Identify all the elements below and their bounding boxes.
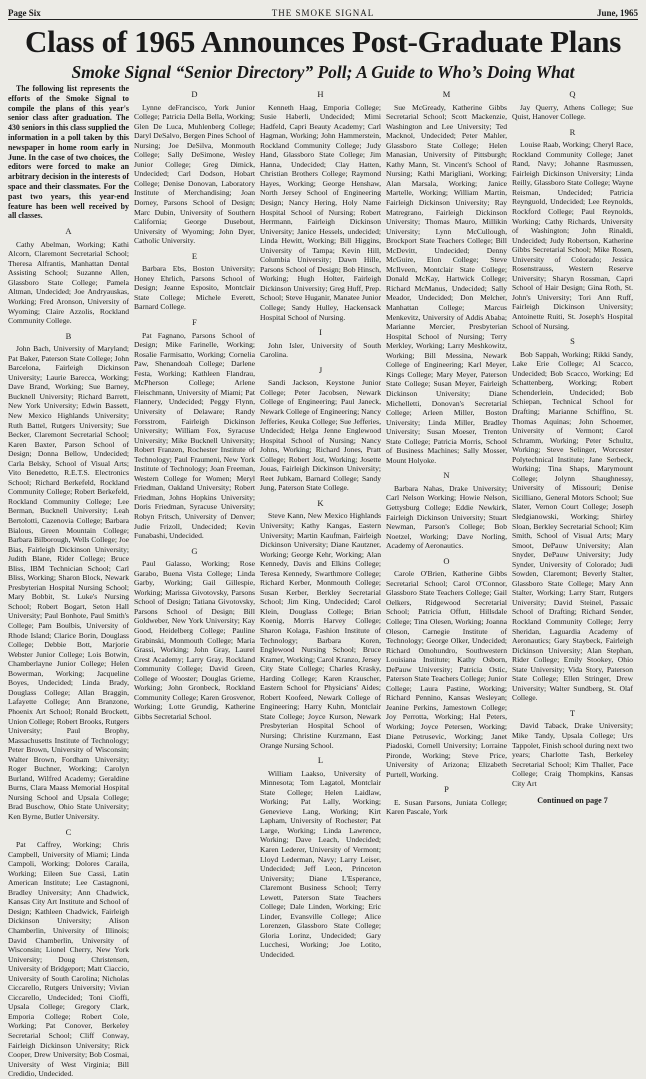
section-letter-g: G [191, 545, 198, 556]
section-letter-l: L [317, 755, 324, 766]
section-s-text: Bob Sappah, Working; Rikki Sandy, Lake Erie College; Al Scacco, Undecided; Bob Scacco, Working; Ed Schattenberg, Working; Robert Schenderlein, Undecided; Bob Schiepan, Technical School for Drafting; Marianne Schiffino, St. Thomas Aquinas; John Schoemer, University of Vermont; Carol Schramm, Working; Peter Schultz, Working; Steve Selinger, Worcester Polytechnical Institute; Jane Serbeck, Working; Tina Shaps, Marymount College; Jolynn Shaughnessy, University of Missouri; Denise Sicilliano, General Motors School; Sue Slater, Vernon Court College; Joseph Sledgianowski, Working; Shirley Sloan, Berkley Secretarial School; Kim Smith, School of Visual Arts; Mary Smoot, DePauw University; Alan Snyder, DePauw University; Judy Synder, University of Colorado; Judi Sowden, Claremont; Beverly Stalter, Glassboro State College; Mary Ann Stalter, Working; Larry Starr, Rutgers University; David Steinel, Passaic School of Drafting; Richard Sender, Rockland Community College; Jerry Sheridan, Laguardia Academy of Aeronautics; Gary Staybeck, Fairleigh Dickinson University; Alan Stephan, Rider College; Emily Stookey, Ohio State University; Vida Story, Paterson State College; Ellen Stringer, Drew University; Walter Sundberg, St. Olaf College. [512, 349, 633, 703]
section-letter-i: I [319, 327, 322, 338]
section-n-text: Barbara Nahas, Drake University; Carl Nelson Working; Howie Nelson, Gettysburg College; Eddie Newkirk, Fairleigh Dickinson University; Stuart Newman, Parson's College; Bob Noetzel, Working; Dave Norling, Academy of Aeronautics. [386, 483, 507, 551]
section-letter-h: H [317, 89, 324, 99]
headline: Class of 1965 Announces Post-Graduate Plans [25, 24, 621, 59]
column-3 [260, 84, 381, 960]
running-header [8, 6, 638, 20]
newspaper-name: THE SMOKE SIGNAL [271, 8, 375, 18]
column-4 [386, 84, 507, 937]
section-b-text: John Bach, University of Maryland; Pat Baker, Paterson State College; John Barcelona, Fairleigh Dickinson University; Laurie Barecca, Working; Dave Brand, Working; Sue Barney, Bucknell University; Richard Barrett, New York University; Edwin Bassett, New Mexico Highlands University; Ruth Battel, Rutgers University; Sue Becker, Claremont Secretarial School; Karen Baxter, Parson School of Design; Donna Bellow, Undecided; Carla Belsky, School of Visual Arts; Vito Benedetto, R.E.T.S. Electronics School; Richard Berkefeld, Rockland Community College; Robert Berkefeld, Rockland Community College; Lee Berman, Bucknell University; Leah Bertolotti, Cazenovia College; Barbara Bialous, Green Mountain College; Barbara Bilborough, Wells College; Joe Bias, Fairleigh Dickinson University; Judith Blane, Rider College; Bruce Bliss, IBM Technician School; Carl Bliss, Working; Sharon Block, Newark Presbyterian Hospital Nursing School; Mary Bobbit, St. Luke's Nursing School; Robert Bogart, Seton Hall University; Paul Bonhote, Paul Smith's College; Pam Boulbis, University of Rhode Island; Clarice Borin, Douglass College; Debbie Bott, Marjorie Webster Junior College; Lois Botwin, Chamberlayne Junior College; Helen Bowerman, Working; Jacqueline Boyes, Undecided; Linda Brady, Douglass College; Allan Braggin, Lafayette College; Ann Branzone, Phoenix Art School; Ronald Brockett, Union College; Robert Brooks, Rutgers University; Paul Brophy, Massachusetts Institute of Technology; Peter Brown, University of Wisconsin; Walter Brown, Fordham University; Roger Buchner, Working; Carolyn Burland, Wilfred Academy; Geraldine Burns, Clara Maass Memorial Hospital Nursing School and Upsala College; Brad Buschow, Ohio State University; Ken Byrne, Butler University. [8, 344, 129, 821]
section-letter-m: M [442, 89, 451, 99]
section-e-text: Barbara Ebs, Boston University; Honey Ehrlich, Parsons School of Design; Jeanne Esposito, Montclair State College; Michele Everett, Barnard College. [134, 264, 255, 312]
section-k-text: Steve Kann, New Mexico Highlands University; Kathy Kangas, Eastern University; Martin Kaufman, Fairleigh Dickinson University; Diane Kautzner, Working; George Kehr, Working; Alan Kennedy, Davis and Elkins College; Teresa Kennedy, Swarthmore College; Richard Kerber, Monmouth College; Susan Kerber, Berkley Secretarial School; Jim King, Undecided; Carol Klein, Douglass College; Brian Koenig, Morris Harvey College; Sharon Kolaga, Fashion Institute of Technology; Barbara Koren, Englewood Nursing School; Bruce Kramer, Working; Carol Kranzo, Jersey City State College; Charles Krasky, Harding College; Karen Krauscher, Eastern School for Physicians' Aides; Robert Koofeed, Newark College of Engineering; Harry Kuhn, Montclair State College; Joyce Kurson, Newark Presbyterian Hospital School of Nursing; Christine Kurzmann, East Orange Nursing School. [260, 511, 381, 750]
section-letter-k: K [317, 497, 324, 508]
section-letter-b: B [65, 330, 72, 341]
column-5 [512, 84, 633, 937]
section-letter-c: C [65, 826, 72, 837]
section-o-text: Carole O'Brien, Katherine Gibbs Secretarial School; Carol O'Connor, Glassboro State Teachers College; Gail Oelkers, Ridgewood Secretarial School; Patricia Offutt, Hillsdale College; Tina Olesen, Working; Joanna Oleson, Carnegie Institute of Technology; George Olker, Undecided; Richard Omohundro, Southwestern Louisiana Institute; Kathy Osborn, DePauw University; Patricia Ostic, Paterson State Teachers College; Junior College; Laura Pastine, Working; Richard Pennino, Kansas Wesleyan; Jeanine Perkins, Jamestown College; Joy Perrotta, Working; Hal Peters, Working; Joyce Petersen, Working; Diane Petrusevic, Working; Janet Piadoski, Cornell University; Lorraine Pironde, Working; Steve Price, University of Arizona; Elizabeth Purtell, Working. [386, 569, 507, 779]
section-l-text: William Laakso, University of Minnesota; Tom Lagatol, Montclair State College; Helen Laidlaw, Working; Pat Lally, Working; Genevieve Lang, Working; Kirt Lapham, University of Rochester; Pat Large, Working; Linda Lawrence, Working; Dave Leach, Undecided; Karen Lederer, University of Vermont; Lloyd Lederman, Navy; Larry Leiser, Undecided; Jeff Leon, Princeton University; Diane L'Esperance, Claremont Business School; Terry Lewett, Paterson State Teachers College; Dale Linden, Working; Eric Linder, Evansville College; Alice Lorenzen, Glassboro State College; Gloria Lorinz, Undecided; Gary Lucchesi, Working; Joe Lotito, Undecided. [260, 768, 381, 960]
section-letter-f: F [192, 317, 197, 328]
section-letter-q: Q [569, 89, 576, 99]
continued-notice: Continued on page 7 [537, 796, 608, 806]
section-j-text: Sandi Jackson, Keystone Junior College; Peter Jacobsen, Newark College of Engineering; Paul Janeck, Newark College of Engineering; Nancy Jefferies, Keuka College; Sue Jefferies, Undecided; Helga Jenne Englewood Hospital School of Nursing; Nancy Johns, Working; Richard Jones, Pratt College; Robert Jost, Working; Josette Jouas, Fairleigh Dickinson University; Reet Jubkam, Barnard College; Sandy Jung, Paterson State College. [260, 378, 381, 493]
section-c-text: Pat Caffrey, Working; Chris Campbell, University of Miami; Linda Campoli, Working; Dolores Caraila, Working; Eileen Sue Cassi, Latin American Institute; Lee Castagnoni, Bradley University; Ann Chadwick, Kansas City Art Institute and School of Design; Kathleen Chadwick, Fairleigh Dickinson University; Alison Chamberlin, University of Illinois; David Chamberlin, University of Wisconsin; Lionel Cherry, New York University; Doug Christensen, University of Bridgeport; Matt Ciaccio, University of South Carolina; Nicholas Ciccarello, Rutgers University; Vivian Ciccarello, Undecided; Toni Cioffi, Upsala College; Gregory Clark, Emporia College; Robert Cole, Working; Pat Conover, Berkeley Secretarial School; Cliff Conway, Fairleigh Dickinson University; Rick Cooper, Drew University; Bob Cosmai, University of West Virginia; Bill Credidio, Undecided. [8, 840, 129, 1079]
section-q-text: Jay Querry, Athens College; Sue Quist, Hanover College. [512, 102, 633, 122]
section-letter-n: N [443, 470, 450, 481]
section-letter-r: R [569, 126, 576, 137]
section-i-text: John Isler, University of South Carolina. [260, 340, 381, 360]
section-letter-s: S [570, 336, 575, 347]
section-g-text: Paul Galasso, Working; Rose Garabo, Buena Vista College; Linda Garby, Working; Gail Gillespie, Working; Marissa Givotovsky, Parsons School of Design; Tatiana Givotovsky, Parsons School of Design; Bill Goldweber, New York University; Kay Good, Heidelberg College; Pauline Grabinski, Monmouth College; Maria Grassi, Working; John Gray, Laurel Crest Academy; Larry Gray, Rockland Community College; David Green, College of Wooster; Douglas Grieme, Working; John Gronbeck, Rockland Community College; Karen Grosvenor, Working; Lotte Grundig, Katherine Gibbs Secretarial School. [134, 559, 255, 721]
section-letter-t: T [569, 707, 576, 718]
column-1 [8, 84, 130, 1079]
section-h-text: Kenneth Haag, Emporia College; Susie Haberli, Undecided; Mimi Hadfeld, Capri Beauty Academy; Carl Hagman, Working; John Hammerstein, Rockland Community College; Judy Hand, Glassboro State College; Jim Hanna, Undecided; Clay Hatten, Christian Brothers College; Raymond Hayes, Working; George Henshaw, North Jersey School of Engineering Design; Nancy Hering, Holy Name Hospital School of Nursing; Robert Herrmann, Fairleigh Dickinson University; Janice Hessels, undecided; Linda Hewitt, Working; Bill Higgins, University of Tampa; Kevin Hill, Columbia University; Dawn Hille, Parsons School of Design; Bob Hinsch, Working; Hugh Holter, Fairleigh Dickinson University; Greg Huff, Prep. School; Steve Huganir, Manatee Junior College; Sandy Hulley, Hackensack Hospital School of Nursing. [260, 102, 381, 322]
section-a-text: Cathy Abelman, Working; Kathi Alcorn, Claremont Secretarial School; Theresa Alfrantis, Manhattan Dental Assisting School; Suzanne Allen, Glassboro State College; Pamela Altman, Undecided; Joe Andryauskas, Working; Fred Aronson, University of Wyoming; Claire Azzolis, Rockland Community College. [8, 239, 129, 326]
section-t-text: David Taback, Drake University; Mike Tandy, Upsala College; Urs Tappolet, Finish school during next two years; Charlotte Tash, Berkeley Secretarial School; Kim Thaller, Pace College; Craig Thompkins, Kansas City Art [512, 721, 633, 788]
subheadline: Smoke Signal “Senior Directory” Poll; A Guide to Who’s Doing What [71, 62, 575, 82]
section-letter-e: E [191, 250, 198, 261]
page-number: Page Six [8, 8, 41, 18]
section-letter-o: O [443, 555, 450, 566]
section-d-text: Lynne deFrancisco, York Junior College; Patricia Della Bella, Working; Glen De Luca, Muhlenberg College; Daryl DeSalvo, Bergen Pines School of Nursing; Joe DeSilva, Monmouth College; Sally DeSimone, Wesley Junior College; Greg Dimick, Undecided; Carl Dodson, Hobart College; Denise Donovan, Laboratory Institute of Merchandising; Joan Dorney, Parsons School of Design; Marc Dubin, University of Southern California; George Dusebout, University of Wyoming; John Dyer, Catholic University. [134, 102, 255, 246]
column-2 [134, 84, 255, 937]
section-m-text: Sue McGready, Katherine Gibbs Secretarial School; Scott Mackenzie, Washington and Lee University; Ted Macknol, Undecided; Peter Mahler, Glassboro State College; Helen Manasian, University of Pittsburgh; Kathy Mann, St. Vincent's School of Nursing; Kathi Marigliani, Working; Alan Marsala, Working; Janice Martelle, Working; William Martin, Fairleigh Dickinson University; Ray Matregrano, Fairleigh Dickinson University; Thomas Mauro, Millikin University; Lynn McCullough, Brockport State Teachers College; Bill McDevitt, Undecided; Denny McGuire, Elon College; Steve McIlveen, Montclair State College; Donald McKay, Hartwick College; Richard McManus, Undecided; Sally Meador, Undecided; Don Melcher, Manhattan College; Marcus Menkevitz, University of Addis Ababa; Marianne Mercier, Presbyterian Hospital School of Nursing; Terry Merkley, Working; Larry Meshkowitz, Working; Bill Messina, Newark College of Engineering; Karl Meyer, Kings College; Mary Meyer, Paterson State College; Susan Meyer, Fairleigh Dickinson University; Diane Michelletti, Donovan's Secretarial College; Arleen Miller, Boston University; Linda Miller, Bradley University; Susan Moeser, Trenton State College; Patricia Morris, School of Business Machines; Sally Mosser, Mount Holyoke. [386, 102, 507, 465]
section-letter-d: D [191, 89, 198, 99]
issue-date: June, 1965 [596, 8, 638, 18]
section-letter-p: P [444, 784, 449, 795]
section-p-text: E. Susan Parsons, Juniata College; Karen Pascale, York [386, 797, 507, 817]
section-letter-a: A [65, 226, 72, 237]
section-f-text: Pat Fagnano, Parsons School of Design; Mike Farinelle, Working; Rosalie Farmisatto, Working; Cornelia Paw, Shenandoah College; Darlene Festa, Working; Kathleen Flandrau, McPherson College; Arlene Fleischmann, University of Miami; Pat Flannery, Undecided; Peggy Flynn, University of Delaware; Randy Forsstrom, Fairleigh Dickinson University; William Fox, Syracuse University; Mike Bucknell University; Robert Franzen, Rochester Institute of Technology; Paul Fraumeni, New York Institute of Technology; Joan Freeman, Western College for Women; Meryl Friedman, Oakland University; Robert Friedman, Johns Hopkins University; Doris Friedman, Syracuse University; Robyn Fritsch, University of Denver; Judie Frizoll, Undecided; Kevin Funabashi, Undecided. [134, 330, 255, 541]
section-r-text: Louise Raab, Working; Cheryl Race, Rockland Community College; Janet Rand, Navy; Johanne Rasmussen, Fairleigh Dickinson University; Linda Reilly, Glassboro State College; Wayne Reisman, Undecided; Patricia Reynguold, Undecided; Lee Reynolds, Rockford College; Paul Reynolds, Working; Cathy Richards, University of Washington; John Rinaldi, Undecided; Judy Robertson, Katherine Gibbs Secretarial School; Mike Rosen, University of Colorado; Jessica Rosenstrauss, Western Reserve University; Sharyn Rossman, Capri School of Hair Design; Gina Roth, St. John's University; Tori Ann Ruff, Fairleigh Dickinson University; Antoinette Ruiti, St. Joseph's Hospital School of Nursing. [512, 140, 633, 331]
intro-paragraph: The following list represents the efforts of the Smoke Signal to compile the plans of this year's senior class after graduation. The 430 seniors in this class supplied the information in a poll taken by this newspaper in home room early in June. In the case of two choices, the editors were forced to make an arbitrary decision in the interests of space and their classmates. For the past two years, this year-end feature has been well received by all classes. [8, 84, 130, 221]
article-body [8, 84, 640, 1079]
section-letter-j: J [318, 364, 323, 375]
